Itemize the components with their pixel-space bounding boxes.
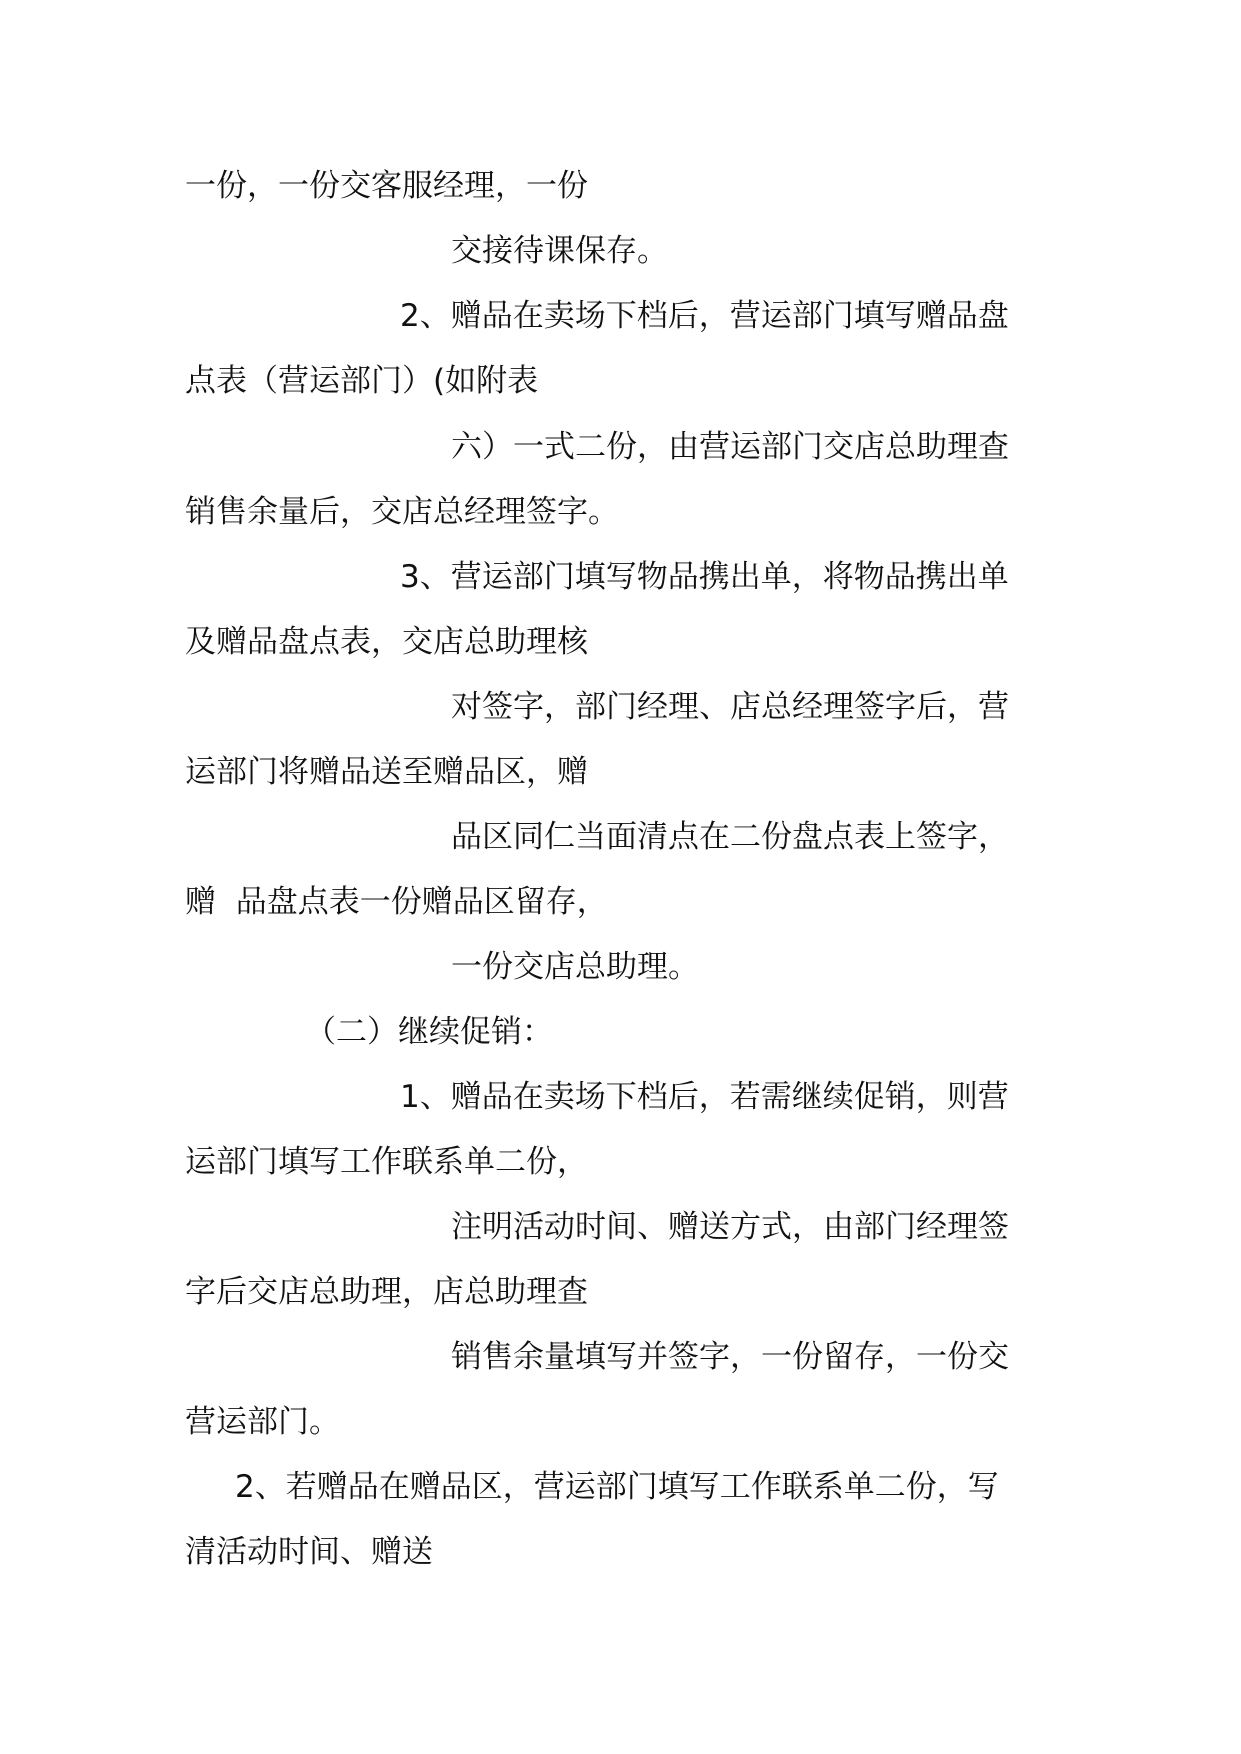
- text-line-16: 运部门填写工作联系单二份，: [185, 1144, 588, 1180]
- text-line-18: 字后交店总助理，店总助理查: [185, 1274, 588, 1310]
- text-line-21: 2、若赠品在赠品区，营运部门填写工作联系单二份，写: [235, 1469, 999, 1505]
- text-line-15: 1、赠品在卖场下档后，若需继续促销，则营: [400, 1079, 1009, 1115]
- text-line-19: 销售余量填写并签字，一份留存，一份交: [451, 1339, 1009, 1375]
- text-line-22: 清活动时间、赠送: [185, 1534, 433, 1570]
- text-line-7: 3、营运部门填写物品携出单，将物品携出单: [400, 559, 1009, 595]
- text-line-12: 赠 品盘点表一份赠品区留存，: [185, 884, 608, 920]
- text-line-17: 注明活动时间、赠送方式，由部门经理签: [451, 1209, 1009, 1245]
- text-line-2: 交接待课保存。: [451, 233, 668, 269]
- text-line-11: 品区同仁当面清点在二份盘点表上签字，: [451, 819, 1009, 855]
- text-line-3: 2、赠品在卖场下档后，营运部门填写赠品盘: [400, 298, 1009, 334]
- text-line-6: 销售余量后，交店总经理签字。: [185, 494, 619, 530]
- text-line-13: 一份交店总助理。: [451, 949, 699, 985]
- text-line-5: 六）一式二份，由营运部门交店总助理查: [451, 429, 1009, 465]
- text-line-1: 一份，一份交客服经理，一份: [185, 168, 588, 204]
- text-line-8: 及赠品盘点表，交店总助理核: [185, 624, 588, 660]
- text-line-10: 运部门将赠品送至赠品区，赠: [185, 754, 588, 790]
- text-line-9: 对签字，部门经理、店总经理签字后，营: [451, 689, 1009, 725]
- text-line-20: 营运部门。: [185, 1404, 340, 1440]
- text-line-4: 点表（营运部门）(如附表: [185, 363, 539, 399]
- section-heading: （二）继续促销：: [305, 1014, 553, 1050]
